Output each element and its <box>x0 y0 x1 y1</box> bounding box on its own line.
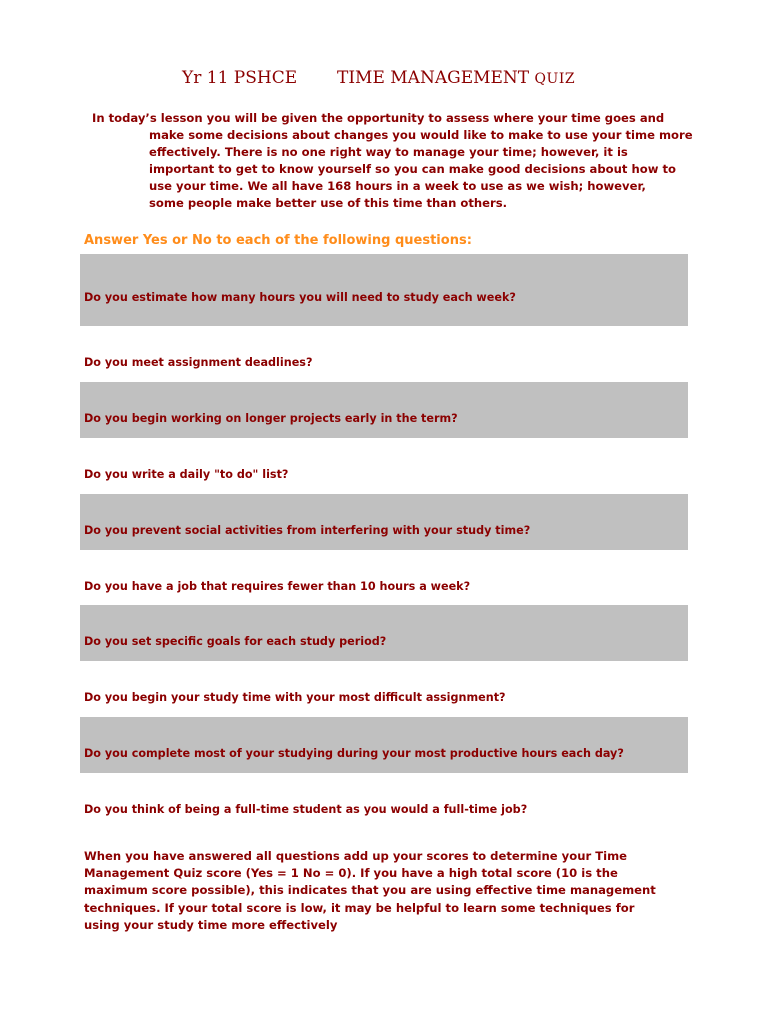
intro-line: In today’s lesson you will be given the opportunity to assess where your time goes and <box>92 111 665 125</box>
title-quiz-name <box>337 68 575 88</box>
outro-line: Management Quiz score (Yes = 1 No = 0). If you have a high total score (10 is the <box>84 866 618 881</box>
question-4: Do you write a daily "to do" list? <box>84 468 289 481</box>
scoring-paragraph <box>84 848 654 934</box>
question-3: Do you begin working on longer projects early in the term? <box>84 412 458 425</box>
question-10: Do you think of being a full-time student as you would a full-time job? <box>84 803 528 816</box>
outro-line: techniques. If your total score is low, it may be helpful to learn some techniques for <box>84 900 635 915</box>
question-band <box>80 382 688 438</box>
question-band <box>80 605 688 661</box>
question-8: Do you begin your study time with your most difficult assignment? <box>84 691 506 704</box>
outro-line: maximum score possible), this indicates that you are using effective time management <box>84 883 656 898</box>
question-7: Do you set specific goals for each study period? <box>84 635 387 648</box>
intro-line: make some decisions about changes you would like to make to use your time more <box>149 128 693 142</box>
question-2: Do you meet assignment deadlines? <box>84 356 313 369</box>
instruction-heading: Answer Yes or No to each of the following questions: <box>84 233 472 248</box>
question-1: Do you estimate how many hours you will need to study each week? <box>84 291 516 304</box>
intro-line: important to get to know yourself so you can make good decisions about how to <box>149 162 676 176</box>
question-9: Do you complete most of your studying during your most productive hours each day? <box>84 747 624 760</box>
question-6: Do you have a job that requires fewer than 10 hours a week? <box>84 580 471 593</box>
outro-line: using your study time more effectively <box>84 917 338 932</box>
title-main: TIME MANAGEMENT <box>337 68 535 88</box>
intro-line: effectively. There is no one right way to manage your time; however, it is <box>149 145 628 159</box>
intro-paragraph <box>92 110 693 212</box>
question-band <box>80 494 688 550</box>
question-5: Do you prevent social activities from interfering with your study time? <box>84 524 531 537</box>
question-band <box>80 717 688 773</box>
outro-line: When you have answered all questions add up your scores to determine your Time <box>84 849 628 863</box>
title-small-caps: QUIZ <box>534 71 576 87</box>
intro-line: use your time. We all have 168 hours in a week to use as we wish; however, <box>149 179 646 193</box>
question-band <box>80 254 688 326</box>
intro-line: some people make better use of this time than others. <box>149 196 508 210</box>
title-course: Yr 11 PSHCE <box>182 68 298 88</box>
